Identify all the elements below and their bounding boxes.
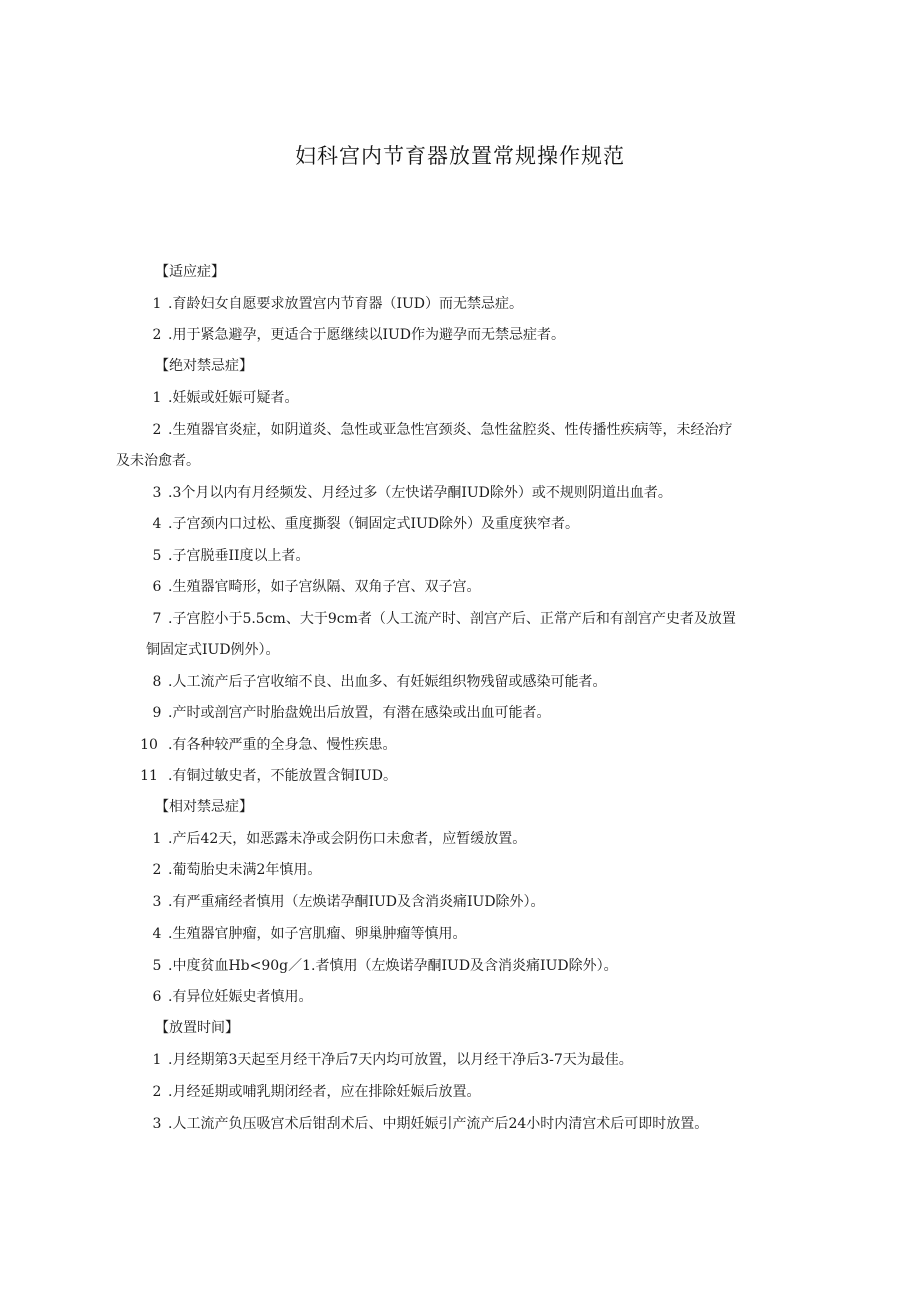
list-item xyxy=(146,294,523,314)
section-heading-placement-time: 【放置时间】 xyxy=(155,1020,239,1036)
section-heading-absolute-contraindications: 【绝对禁忌症】 xyxy=(155,358,253,374)
item-number: 10 xyxy=(140,737,158,753)
list-item xyxy=(146,577,480,597)
item-number: 6 xyxy=(152,579,162,595)
section-heading-relative-contraindications: 【相对禁忌症】 xyxy=(155,799,253,815)
item-text: .有各种较严重的全身急、慢性疾患。 xyxy=(168,737,397,753)
list-item xyxy=(146,829,526,849)
list-item xyxy=(146,924,466,944)
item-text: .育龄妇女自愿要求放置宫内节育器（IUD）而无禁忌症。 xyxy=(168,296,524,312)
list-item xyxy=(146,703,550,723)
list-item xyxy=(146,956,618,976)
item-number: 3 xyxy=(152,485,162,501)
list-item xyxy=(140,735,397,755)
list-item xyxy=(140,766,398,786)
item-text: .子宫颈内口过松、重度撕裂（铜固定式IUD除外）及重度狭窄者。 xyxy=(168,516,580,532)
item-number: 5 xyxy=(152,958,162,974)
item-number: 2 xyxy=(152,1084,162,1100)
item-number: 1 xyxy=(152,831,162,847)
item-text: .中度贫血Hb<90g／1.者慎用（左焕诺孕酮IUD及含消炎痛IUD除外）。 xyxy=(168,958,618,974)
list-item xyxy=(146,546,310,566)
list-item xyxy=(146,420,732,440)
item-text: .妊娠或妊娠可疑者。 xyxy=(168,390,299,406)
item-number: 8 xyxy=(152,674,162,690)
item-number: 11 xyxy=(140,768,158,784)
item-text: .有严重痛经者慎用（左焕诺孕酮IUD及含消炎痛IUD除外）。 xyxy=(168,894,545,910)
item-number: 2 xyxy=(152,422,162,438)
item-text: .3个月以内有月经频发、月经过多（左快诺孕酮IUD除外）或不规则阴道出血者。 xyxy=(168,485,672,501)
item-text: .子宫腔小于5.5cm、大于9cm者（人工流产时、剖宫产后、正常产后和有剖宫产史者及放置 xyxy=(168,611,736,627)
list-item xyxy=(146,987,312,1007)
item-number: 6 xyxy=(152,989,162,1005)
item-number: 5 xyxy=(152,548,162,564)
list-item xyxy=(146,892,545,912)
item-text: .用于紧急避孕，更适合于愿继续以IUD作为避孕而无禁忌症者。 xyxy=(168,327,566,343)
item-number: 4 xyxy=(152,516,162,532)
item-number: 1 xyxy=(152,390,162,406)
page-title: 妇科宫内节育器放置常规操作规范 xyxy=(295,144,625,168)
item-text: .产后42天，如恶露未净或会阴伤口未愈者，应暂缓放置。 xyxy=(168,831,527,847)
list-item xyxy=(146,1050,633,1070)
item-text: .有铜过敏史者，不能放置含铜IUD。 xyxy=(168,768,398,784)
item-text: .产时或剖宫产时胎盘娩出后放置，有潜在感染或出血可能者。 xyxy=(168,705,551,721)
item-text: .生殖器官炎症，如阴道炎、急性或亚急性宫颈炎、急性盆腔炎、性传播性疾病等，未经治疗 xyxy=(168,422,733,438)
item-text: .葡萄胎史未满2年慎用。 xyxy=(168,862,322,878)
item-text: .人工流产后子宫收缩不良、出血多、有妊娠组织物残留或感染可能者。 xyxy=(168,674,607,690)
section-heading-indications: 【适应症】 xyxy=(155,264,225,280)
item-text: .有异位妊娠史者慎用。 xyxy=(168,989,313,1005)
list-item xyxy=(146,609,736,629)
item-number: 3 xyxy=(152,894,162,910)
item-number: 2 xyxy=(152,327,162,343)
item-number: 4 xyxy=(152,926,162,942)
list-item xyxy=(146,1082,480,1102)
item-number: 3 xyxy=(152,1116,162,1132)
item-text: .生殖器官畸形，如子宫纵隔、双角子宫、双子宫。 xyxy=(168,579,481,595)
item-text: .月经期第3天起至月经干净后7天内均可放置，以月经干净后3-7天为最佳。 xyxy=(168,1052,633,1068)
item-text: .人工流产负压吸宫术后钳刮术后、中期妊娠引产流产后24小时内清宫术后可即时放置。 xyxy=(168,1116,709,1132)
item-continuation: 铜固定式IUD例外）。 xyxy=(146,642,280,658)
item-number: 1 xyxy=(152,296,162,312)
item-text: .生殖器官肿瘤，如子宫肌瘤、卵巢肿瘤等慎用。 xyxy=(168,926,467,942)
item-continuation: 及未治愈者。 xyxy=(116,453,200,469)
item-text: .子宫脱垂II度以上者。 xyxy=(168,548,310,564)
list-item xyxy=(146,483,672,503)
list-item xyxy=(146,1114,708,1134)
list-item xyxy=(146,860,321,880)
item-text: .月经延期或哺乳期闭经者，应在排除妊娠后放置。 xyxy=(168,1084,481,1100)
list-item xyxy=(146,388,298,408)
item-number: 1 xyxy=(152,1052,162,1068)
list-item xyxy=(146,514,579,534)
list-item xyxy=(146,672,606,692)
item-number: 7 xyxy=(152,611,162,627)
list-item xyxy=(146,325,565,345)
item-number: 9 xyxy=(152,705,162,721)
item-number: 2 xyxy=(152,862,162,878)
